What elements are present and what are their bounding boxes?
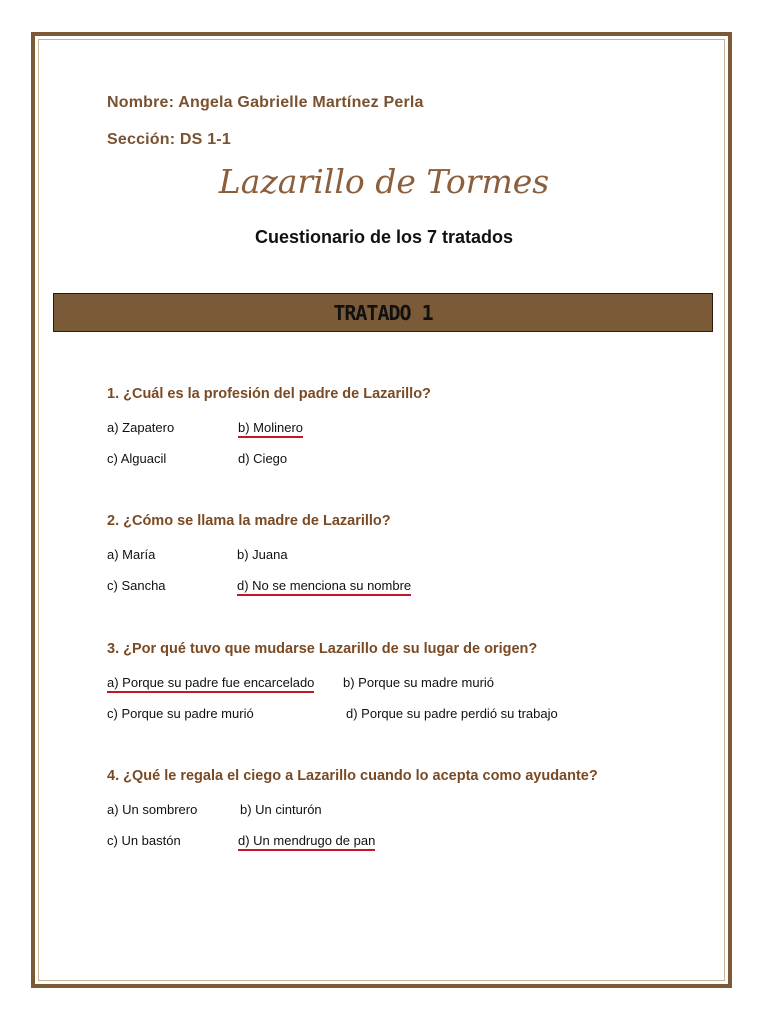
- q1-option-c: c) Alguacil: [107, 451, 167, 466]
- q3-option-b: b) Porque su madre murió: [343, 675, 495, 690]
- question-1: 1. ¿Cuál es la profesión del padre de Lazarillo?: [107, 386, 431, 402]
- q3-option-a-marked: a) Porque su padre fue encarcelado: [107, 675, 314, 693]
- q2-option-d-marked: d) No se menciona su nombre: [237, 578, 411, 596]
- q3-option-d: d) Porque su padre perdió su trabajo: [346, 706, 558, 721]
- document-subtitle: Cuestionario de los 7 tratados: [254, 227, 514, 247]
- q3-option-c: c) Porque su padre murió: [107, 706, 254, 721]
- question-4: 4. ¿Qué le regala el ciego a Lazarillo cuando lo acepta como ayudante?: [107, 768, 598, 784]
- q1-option-d: d) Ciego: [238, 451, 288, 466]
- student-section: Sección: DS 1-1: [107, 131, 231, 148]
- q1-option-b-marked: b) Molinero: [238, 420, 303, 438]
- student-name: Nombre: Angela Gabrielle Martínez Perla: [107, 94, 424, 111]
- q4-option-c: c) Un bastón: [107, 833, 181, 848]
- question-3: 3. ¿Por qué tuvo que mudarse Lazarillo de su lugar de origen?: [107, 641, 538, 657]
- q2-option-c: c) Sancha: [107, 578, 166, 593]
- q2-option-b: b) Juana: [237, 547, 288, 562]
- q4-option-d-marked: d) Un mendrugo de pan: [238, 833, 375, 851]
- q2-option-a: a) María: [107, 547, 156, 562]
- q4-option-b: b) Un cinturón: [240, 802, 322, 817]
- q1-option-a: a) Zapatero: [107, 420, 175, 435]
- q4-option-a: a) Un sombrero: [107, 802, 198, 817]
- document-title: Lazarillo de Tormes: [218, 162, 550, 201]
- section-band-label: TRATADO 1: [333, 300, 433, 325]
- question-2: 2. ¿Cómo se llama la madre de Lazarillo?: [107, 513, 391, 529]
- section-band: [53, 293, 713, 332]
